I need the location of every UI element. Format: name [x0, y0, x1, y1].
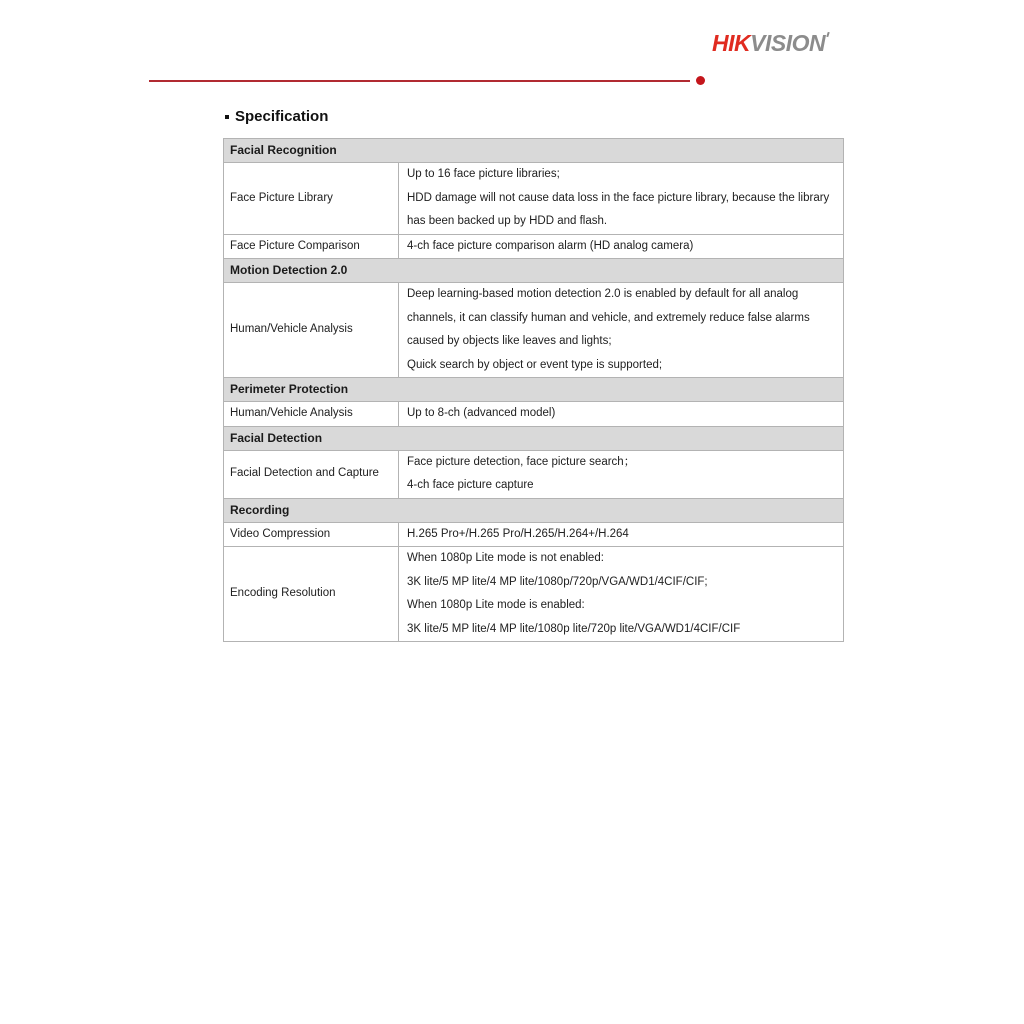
spec-value-line: 3K lite/5 MP lite/4 MP lite/1080p/720p/VGA/WD1/4CIF/CIF;	[407, 575, 708, 588]
spec-value-line: Quick search by object or event type is supported;	[407, 358, 663, 371]
spec-value-line: When 1080p Lite mode is not enabled:	[407, 552, 604, 564]
section-header-row	[224, 378, 844, 402]
specification-heading	[225, 108, 328, 125]
spec-value-line: HDD damage will not cause data loss in the face picture library, because the library has been backed up by HDD and flash.	[407, 191, 830, 227]
spec-row-label: Encoding Resolution	[224, 547, 399, 642]
specification-table	[223, 138, 844, 642]
spec-row-label: Human/Vehicle Analysis	[224, 283, 399, 378]
spec-row-value	[399, 450, 844, 498]
section-header-row	[224, 498, 844, 522]
spec-row-value	[399, 522, 844, 547]
spec-row	[224, 234, 844, 259]
spec-row-label: Face Picture Library	[224, 163, 399, 235]
section-title: Perimeter Protection	[224, 378, 844, 402]
section-title: Recording	[224, 498, 844, 522]
spec-value-line: Up to 16 face picture libraries;	[407, 168, 560, 180]
square-bullet-icon	[225, 115, 229, 119]
hikvision-logo	[712, 30, 829, 56]
spec-row	[224, 283, 844, 378]
spec-row-value	[399, 283, 844, 378]
specification-table-container	[223, 138, 843, 642]
spec-value-line: H.265 Pro+/H.265 Pro/H.265/H.264+/H.264	[407, 527, 629, 540]
spec-value-line: Deep learning-based motion detection 2.0 is enabled by default for all analog channels, it can classify human and vehicle, and extremely reduce false alarms caused by objects like leaves and lights;	[407, 288, 810, 347]
spec-row-value	[399, 234, 844, 259]
spec-row	[224, 402, 844, 427]
section-header-row	[224, 426, 844, 450]
trademark-icon	[826, 32, 829, 37]
spec-row-value	[399, 163, 844, 235]
header-divider-dot-icon	[696, 76, 705, 85]
spec-value-line: 4-ch face picture comparison alarm (HD analog camera)	[407, 239, 694, 252]
spec-row-value	[399, 402, 844, 427]
section-title: Facial Recognition	[224, 139, 844, 163]
spec-value-line: 3K lite/5 MP lite/4 MP lite/1080p lite/720p lite/VGA/WD1/4CIF/CIF	[407, 622, 741, 635]
logo-text-hik: HIK	[712, 30, 751, 56]
spec-row-label: Face Picture Comparison	[224, 234, 399, 259]
section-title: Facial Detection	[224, 426, 844, 450]
spec-row-value	[399, 547, 844, 642]
section-header-row	[224, 139, 844, 163]
header-divider-line	[149, 80, 690, 82]
spec-row-label: Video Compression	[224, 522, 399, 547]
logo-text-vision: VISION	[750, 30, 826, 56]
spec-value-line: Face picture detection, face picture search；	[407, 455, 636, 468]
spec-value-line: Up to 8-ch (advanced model)	[407, 407, 556, 419]
spec-row-label: Facial Detection and Capture	[224, 450, 399, 498]
specification-heading-label: Specification	[235, 108, 329, 125]
spec-table-body	[224, 139, 844, 642]
section-title: Motion Detection 2.0	[224, 259, 844, 283]
spec-row	[224, 522, 844, 547]
spec-value-line: 4-ch face picture capture	[407, 479, 534, 491]
spec-value-line: When 1080p Lite mode is enabled:	[407, 599, 585, 611]
section-header-row	[224, 259, 844, 283]
spec-row	[224, 163, 844, 235]
spec-row-label: Human/Vehicle Analysis	[224, 402, 399, 427]
spec-row	[224, 547, 844, 642]
spec-row	[224, 450, 844, 498]
